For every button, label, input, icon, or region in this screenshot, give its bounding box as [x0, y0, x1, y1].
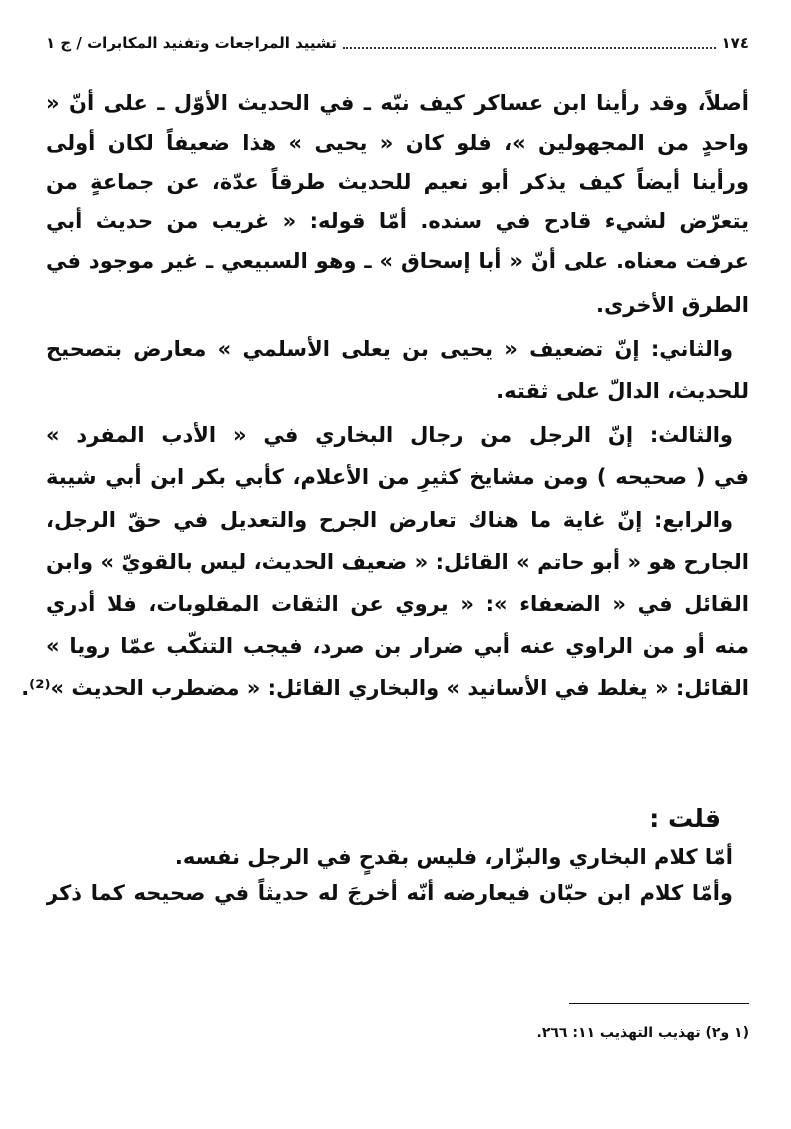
footnote-separator — [569, 1003, 749, 1004]
body-line: والثالث: إنّ الرجل من رجال البخاري في « الأدب المفرد » — [46, 423, 733, 447]
body-line: واحدٍ من المجهولين »، فلو كان « يحيى » هذا ضعيفاً لكان أولى — [46, 131, 749, 155]
body-line: منه أو من الراوي عنه أبي ضرار بن صرد، فيجب التنكّب عمّا رويا » — [46, 634, 749, 658]
body-line: في ( صحيحه ) ومن مشايخ كثيرٍ من الأعلام، كأبي بكر ابن أبي شيبة — [46, 465, 749, 489]
body-line: وأمّا كلام ابن حبّان فيعارضه أنّه أخرجَ له حديثاً في صحيحه كما ذكر — [46, 881, 733, 905]
footnote: (١ و٢) تهذيب التهذيب ١١: ٢٦٦. — [536, 1025, 749, 1041]
body-line: للحديث، الدالّ على ثقته. — [496, 379, 749, 403]
body-line: الجارح هو « أبو حاتم » القائل: « ضعيف الحديث، ليس بالقويّ » وابن — [46, 550, 749, 574]
body-line: والرابع: إنّ غاية ما هناك تعارض الجرح والتعديل في حقّ الرجل، — [46, 508, 733, 532]
body-line: يتعرّض لشيء قادح في سنده. أمّا قوله: « غريب من حديث أبي — [46, 209, 749, 233]
running-title: تشييد المراجعات وتفنيد المكابرات / ج ١ — [46, 34, 337, 52]
body-line: أمّا كلام البخاري والبزّار، فليس بقدحٍ في الرجل نفسه. — [174, 845, 733, 869]
body-line: ورأينا أيضاً كيف يذكر أبو نعيم للحديث طرقاً عدّة، عن جماعةٍ من — [46, 170, 749, 194]
body-line: القائل: « يغلط في الأسانيد » والبخاري القائل: « مضطرب الحديث »⁽²⁾. — [21, 676, 749, 700]
body-line: عرفت معناه. على أنّ « أبا إسحاق » ـ وهو السبيعي ـ غير موجود في — [46, 249, 749, 273]
header-dot-leader — [343, 37, 716, 49]
running-header — [46, 34, 749, 52]
page-number: ١٧٤ — [721, 34, 749, 52]
body-line: والثاني: إنّ تضعيف « يحيى بن يعلى الأسلمي » معارض بتصحيح — [46, 337, 733, 361]
body-line: الطرق الأخرى. — [596, 293, 749, 317]
body-line: أصلاً، وقد رأينا ابن عساكر كيف نبّه ـ في الحديث الأوّل ـ على أنّ « — [46, 91, 749, 115]
section-heading: قلت : — [649, 804, 721, 833]
body-line: القائل في « الضعفاء »: « يروي عن الثقات المقلوبات، فلا أدري — [46, 592, 749, 616]
